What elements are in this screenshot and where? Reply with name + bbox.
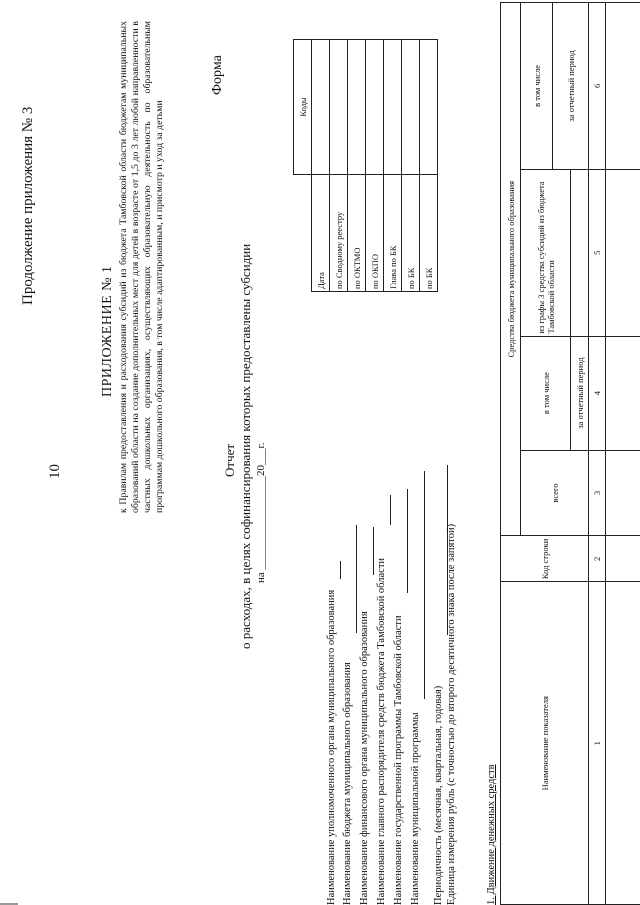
field-line (390, 495, 391, 525)
codes-row-label: Глава по БК (384, 175, 402, 292)
empty-cell (606, 169, 640, 336)
appendix-title: ПРИЛОЖЕНИЕ № 1 (100, 265, 115, 397)
col-incl-header: в том числе (521, 336, 571, 450)
codes-row-value (312, 40, 330, 175)
field-authorized-body: Наименование уполномоченного органа муниципального образования (326, 589, 337, 905)
field-municipal-program: Наименование муниципальной программы (410, 712, 421, 905)
group-header: Средства бюджета муниципального образования (501, 3, 521, 536)
codes-spacer (294, 175, 312, 292)
field-budget: Наименование бюджета муниципального образования (342, 662, 353, 905)
field-line (356, 525, 357, 633)
field-line (424, 471, 425, 699)
unit-of-measure: Единица измерения рубль (с точностью до второго десятичного знака после запятой) (446, 523, 457, 905)
continuation-title: Продолжение приложения № 3 (20, 106, 36, 305)
codes-row-label: по ОКТМО (348, 175, 366, 292)
codes-row-value (366, 40, 384, 175)
codes-row-value (384, 40, 402, 175)
codes-row-label: по ОКПО (366, 175, 384, 292)
report-subtitle: о расходах, в целях софинансирования которых предоставлены субсидии (238, 243, 253, 649)
rules-text: к Правилам предоставления и расходования субсидий из бюджета Тамбовской области бюджетам муниципальных образований области на создание дополнительных мест для детей в возрасте от 1,5 до 3 лет любой направленности в частных дошкольных организациях, осуществляющих образовательную деятельность по образовательным программам дошкольного образования, в том числе адаптированным, и присмотр и уход за детьми (118, 21, 165, 513)
codes-row-value (420, 40, 438, 175)
col-total-header: всего (521, 450, 589, 536)
field-financial-body: Наименование финансового органа муниципального образования (359, 611, 370, 905)
codes-row-value (330, 40, 348, 175)
col-number: 6 (589, 3, 606, 170)
page-number: 10 (47, 464, 63, 479)
col-number: 2 (589, 536, 606, 582)
report-title: Отчет (222, 443, 237, 477)
codes-row-label: Дата (312, 175, 330, 292)
col-number: 4 (589, 336, 606, 450)
section-title: 1. Движение денежных средств (486, 764, 497, 905)
field-state-program: Наименование государственной программы Тамбовской области (393, 615, 404, 905)
codes-row-value (348, 40, 366, 175)
codes-row-label: по Сводному реестру (330, 175, 348, 292)
field-main-manager: Наименование главного распорядителя средств бюджета Тамбовской области (376, 557, 387, 905)
empty-cell (606, 336, 640, 450)
periodicity: Периодичность (месячная, квартальная, годовая) (433, 685, 444, 905)
form-label: Форма (210, 55, 225, 95)
col-subsidy-header: из графы 3 средства субсидий из бюджета Тамбовской области (521, 169, 571, 336)
field-line (373, 527, 374, 575)
field-line (340, 561, 341, 579)
report-date: на _________________20___г. (255, 442, 267, 583)
codes-row-label: по БК (402, 175, 420, 292)
empty-cell (606, 536, 640, 582)
col-incl2-header: в том числе (521, 3, 553, 170)
col-indicator-header: Наименование показателя (501, 582, 589, 905)
col-number: 1 (589, 582, 606, 905)
field-line (407, 489, 408, 593)
empty-cell (606, 450, 640, 536)
codes-row-label: по БК (420, 175, 438, 292)
col-number: 5 (589, 169, 606, 336)
reporting-period-2: за отчетный период (553, 3, 589, 170)
codes-header: Коды (294, 40, 312, 175)
codes-row-value (402, 40, 420, 175)
empty-cell (606, 3, 640, 170)
reporting-period-1: за отчетный период (571, 336, 589, 450)
empty-cell (606, 582, 640, 905)
col-number: 3 (589, 450, 606, 536)
col-code-header: Код строки (501, 536, 589, 582)
codes-table (293, 39, 438, 292)
movement-table (500, 2, 640, 905)
subsidy-region-note (571, 169, 589, 336)
